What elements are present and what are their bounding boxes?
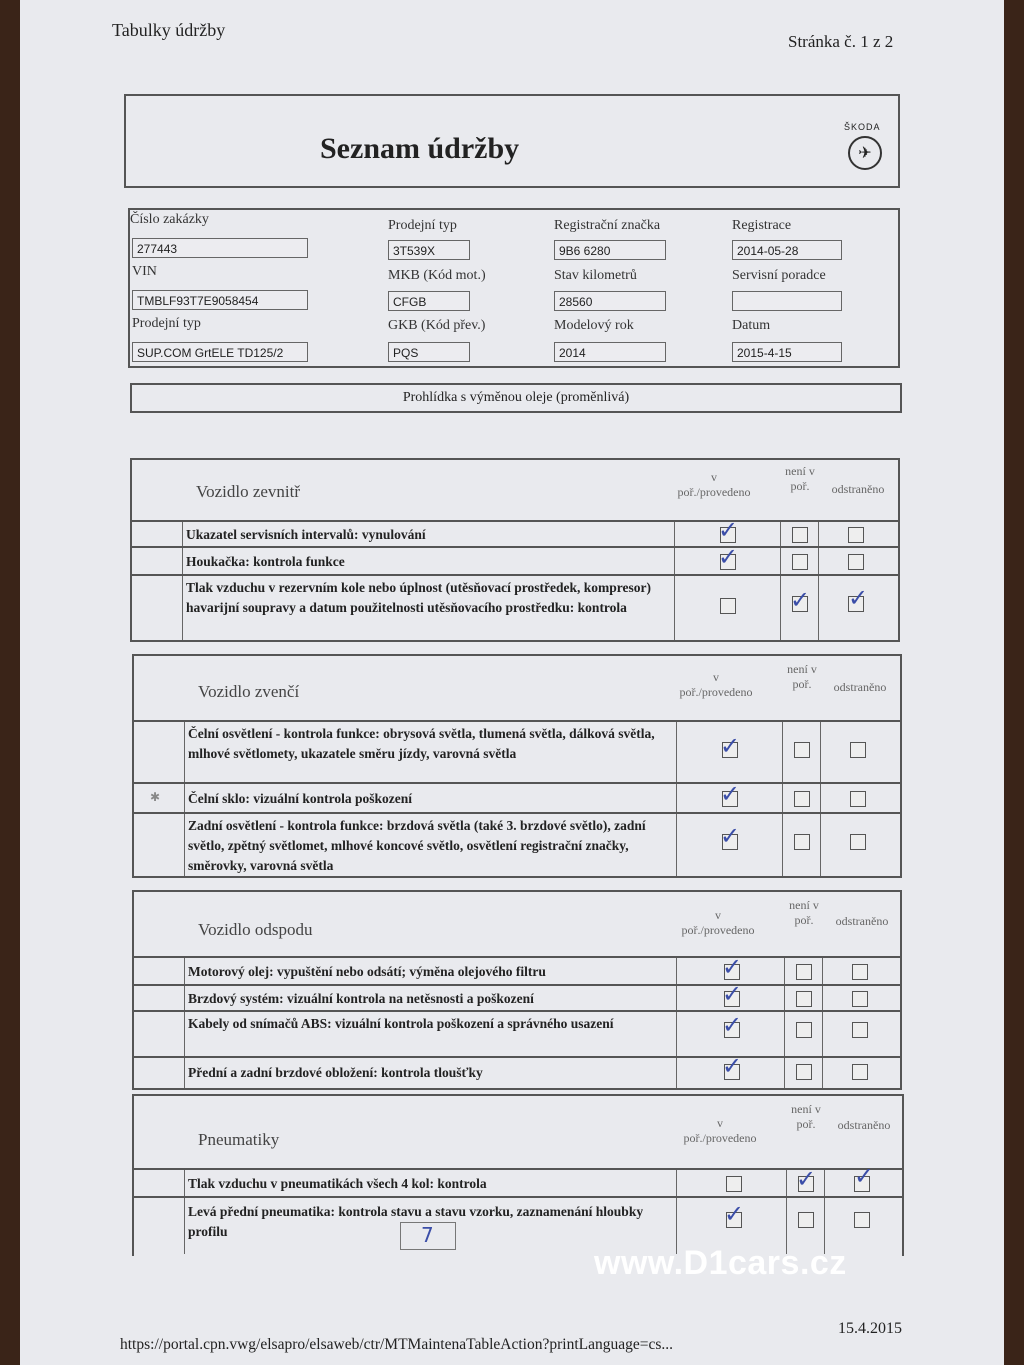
check-mark-icon: ✓ [718, 516, 739, 544]
checkbox-not-ok[interactable] [792, 554, 808, 570]
checkbox-fixed[interactable] [848, 527, 864, 543]
table-row [134, 812, 900, 876]
checkbox-fixed[interactable] [848, 554, 864, 570]
footer-url: https://portal.cpn.vwg/elsapro/elsaweb/ctr/MTMaintenaTableAction?printLanguage=cs... [120, 1336, 674, 1353]
row-text: Levá přední pneumatika: kontrola stavu a stavu vzorku, zaznamenání hloubky profilu [188, 1204, 644, 1239]
table-row [132, 574, 898, 640]
column-header-fixed: odstraněno [835, 914, 889, 928]
footer-date: 15.4.2015 [838, 1320, 902, 1337]
page-title: Seznam údržby [320, 132, 520, 165]
column-header-ok: v poř./provedeno [681, 908, 755, 937]
checkbox-not-ok[interactable] [796, 1064, 812, 1080]
column-header-fixed: odstraněno [831, 482, 885, 496]
section-interior [130, 458, 900, 642]
field-label: Servisní poradce [732, 268, 826, 283]
checkbox-fixed[interactable] [852, 1022, 868, 1038]
checkbox-fixed[interactable] [850, 834, 866, 850]
table-row [134, 782, 900, 814]
row-text: Tlak vzduchu v rezervním kole nebo úplnost (utěsňovací prostředek, kompresor) havarijní soupravy a datum použitelnosti utěsňovacího prostředku: kontrola [186, 580, 652, 615]
service-type-box: Prohlídka s výměnou oleje (proměnlivá) [130, 383, 902, 413]
checkbox-fixed[interactable] [852, 964, 868, 980]
checkbox-not-ok[interactable] [796, 991, 812, 1007]
check-mark-icon: ✓ [720, 732, 741, 760]
row-text: Motorový olej: vypuštění nebo odsátí; výměna olejového filtru [188, 964, 546, 979]
marker-icon: ✱ [150, 790, 161, 804]
field-value: 2015-4-15 [732, 342, 842, 362]
column-header-fixed: odstraněno [833, 680, 887, 694]
field-label: Stav kilometrů [554, 268, 637, 283]
brand-name: ŠKODA [844, 122, 881, 132]
table-row [134, 1010, 900, 1058]
table-row [132, 516, 898, 548]
field-value: 2014-05-28 [732, 240, 842, 260]
field-value: 277443 [132, 238, 308, 258]
watermark: www.D1cars.cz [594, 1244, 847, 1282]
checkbox-fixed[interactable] [854, 1212, 870, 1228]
field-value: 9B6 6280 [554, 240, 666, 260]
section-tyres [132, 1094, 904, 1256]
checkbox-ok[interactable] [726, 1176, 742, 1192]
check-mark-icon: ✓ [724, 1200, 745, 1228]
row-text: Zadní osvětlení - kontrola funkce: brzdová světla (také 3. brzdové světlo), zadní světlo, zpětný světlomet, mlhové koncové světlo, osvětlení registrační značky, směrovky, varovná světla [188, 818, 646, 873]
field-label: GKB (Kód přev.) [388, 318, 486, 333]
checkbox-not-ok[interactable] [796, 1022, 812, 1038]
table-row [134, 720, 900, 784]
check-mark-icon: ✓ [722, 980, 743, 1008]
section-title: Vozidlo odspodu [198, 920, 313, 939]
column-header-not-ok: není v poř. [785, 464, 815, 493]
row-text: Houkačka: kontrola funkce [186, 554, 345, 569]
checkbox-fixed[interactable] [852, 1064, 868, 1080]
column-header-not-ok: není v poř. [787, 662, 817, 691]
checkbox-not-ok[interactable] [796, 964, 812, 980]
section-exterior [132, 654, 902, 878]
field-value: PQS [388, 342, 470, 362]
skoda-logo-icon: ✈ [848, 136, 882, 170]
field-value: 3T539X [388, 240, 470, 260]
column-header-ok: v poř./provedeno [677, 470, 751, 499]
field-label: MKB (Kód mot.) [388, 268, 486, 283]
field-value: 28560 [554, 291, 666, 311]
check-mark-icon: ✓ [722, 1052, 743, 1080]
checkbox-fixed[interactable] [850, 742, 866, 758]
field-label: Prodejní typ [132, 316, 201, 331]
table-row [134, 953, 900, 986]
column-header-ok: v poř./provedeno [683, 1116, 757, 1145]
check-mark-icon: ✓ [720, 780, 741, 808]
row-text: Čelní osvětlení - kontrola funkce: obrysová světla, tlumená světla, dálková světla, mlhové světlomety, ukazatele směru jízdy, varovná světla [188, 726, 655, 761]
table-row [134, 980, 900, 1012]
table-row [134, 1162, 902, 1198]
tread-depth-value: 7 [421, 1223, 434, 1247]
check-mark-icon: ✓ [722, 1011, 743, 1039]
checkbox-not-ok[interactable] [794, 742, 810, 758]
row-text: Ukazatel servisních intervalů: vynulování [186, 527, 426, 542]
field-label: VIN [132, 264, 157, 279]
checkbox-ok[interactable] [720, 598, 736, 614]
section-title: Vozidlo zevnitř [196, 482, 301, 501]
column-header-ok: v poř./provedeno [679, 670, 753, 699]
field-value: TMBLF93T7E9058454 [132, 290, 308, 310]
checkbox-not-ok[interactable] [792, 527, 808, 543]
section-title: Vozidlo zvenčí [198, 682, 300, 701]
field-value [732, 291, 842, 311]
check-mark-icon: ✓ [718, 543, 739, 571]
field-label: Registrační značka [554, 218, 661, 233]
row-text: Brzdový systém: vizuální kontrola na netěsnosti a poškození [188, 991, 534, 1006]
section-underbody [132, 890, 902, 1090]
row-text: Čelní sklo: vizuální kontrola poškození [188, 791, 413, 806]
table-row [132, 543, 898, 576]
field-label: Datum [732, 318, 771, 333]
check-mark-icon: ✓ [854, 1162, 875, 1190]
tread-depth-field[interactable] [400, 1222, 456, 1250]
field-label: Prodejní typ [388, 218, 457, 233]
checkbox-fixed[interactable] [852, 991, 868, 1007]
field-value: CFGB [388, 291, 470, 311]
field-label: Modelový rok [554, 318, 634, 333]
check-mark-icon: ✓ [722, 953, 743, 981]
check-mark-icon: ✓ [848, 584, 869, 612]
row-text: Kabely od snímačů ABS: vizuální kontrola poškození a správného usazení [188, 1016, 614, 1031]
field-value: 2014 [554, 342, 666, 362]
section-title: Pneumatiky [198, 1130, 280, 1149]
table-row [134, 1052, 900, 1088]
checkbox-not-ok[interactable] [794, 791, 810, 807]
row-text: Tlak vzduchu v pneumatikách všech 4 kol: kontrola [188, 1176, 487, 1191]
field-label: Registrace [732, 218, 792, 233]
checkbox-fixed[interactable] [850, 791, 866, 807]
document-page [20, 0, 1004, 1365]
page-number: Stránka č. 1 z 2 [788, 32, 894, 51]
check-mark-icon: ✓ [720, 822, 741, 850]
checkbox-not-ok[interactable] [794, 834, 810, 850]
column-header-fixed: odstraněno [837, 1118, 891, 1132]
column-header-not-ok: není v poř. [789, 898, 819, 927]
row-text: Přední a zadní brzdové obložení: kontrola tloušťky [188, 1065, 483, 1080]
column-header-not-ok: není v poř. [791, 1102, 821, 1131]
check-mark-icon: ✓ [796, 1165, 817, 1193]
check-mark-icon: ✓ [790, 586, 811, 614]
header-title: Tabulky údržby [112, 20, 226, 40]
checkbox-not-ok[interactable] [798, 1212, 814, 1228]
field-label: Číslo zakázky [130, 212, 209, 227]
field-value: SUP.COM GrtELE TD125/2 [132, 342, 308, 362]
